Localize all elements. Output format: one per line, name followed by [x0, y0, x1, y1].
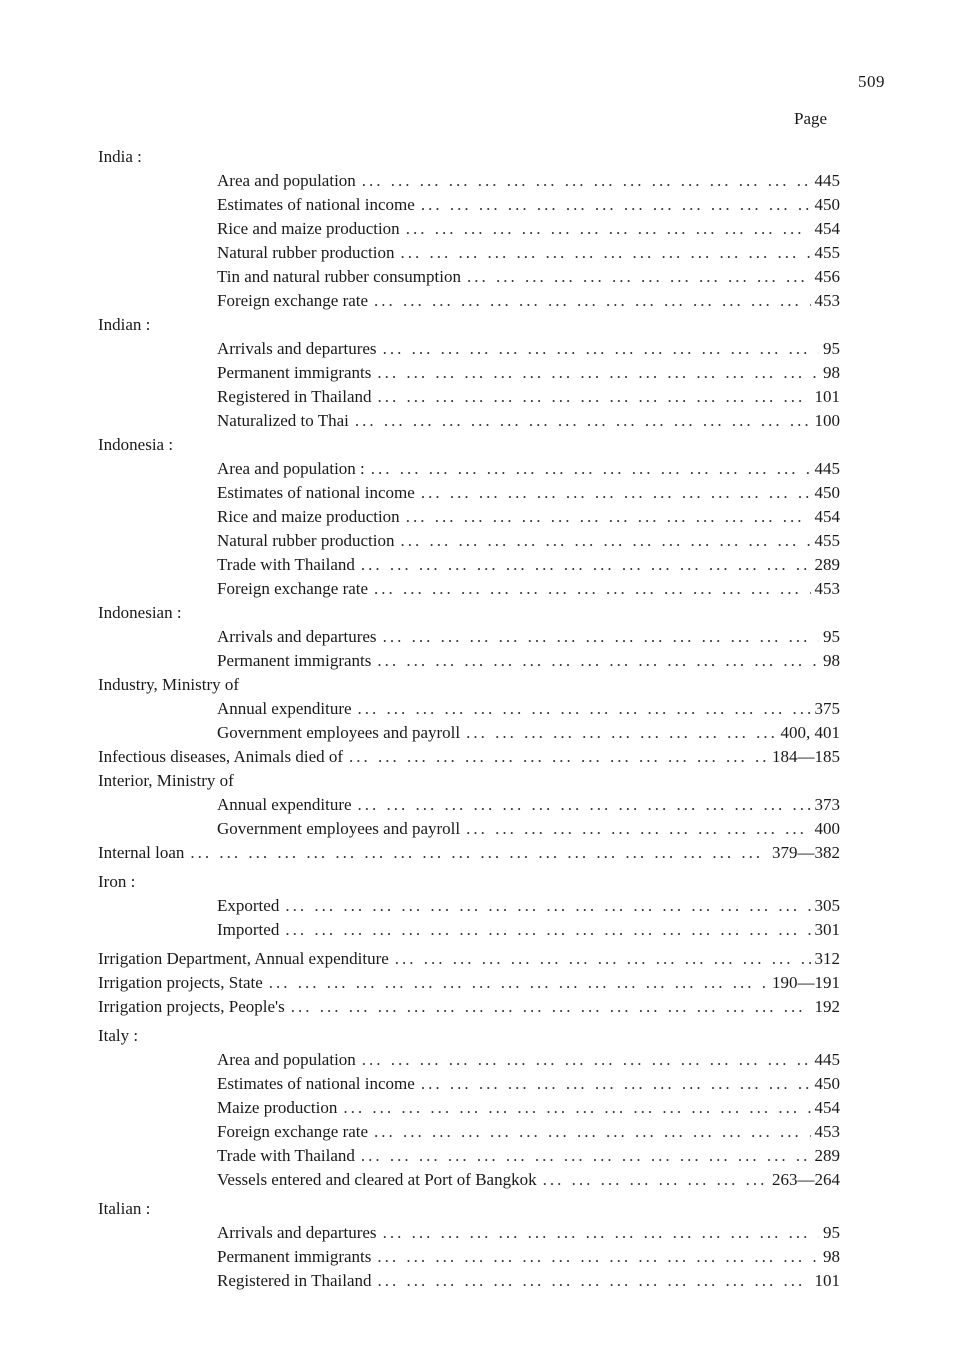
- leader-dots: [421, 1073, 811, 1095]
- entry-label: Foreign exchange rate: [217, 1122, 369, 1141]
- page-ref: 305: [814, 896, 840, 915]
- page-ref: 95: [823, 339, 840, 358]
- index-subentry: [0, 1049, 840, 1073]
- index-subentry: [0, 794, 840, 818]
- page-ref: 100: [814, 411, 840, 430]
- entry-label: Annual expenditure: [217, 795, 352, 814]
- index-subentry: [0, 362, 840, 386]
- entry-label: Estimates of national income: [217, 483, 415, 502]
- index-subentry: [0, 290, 840, 314]
- entry-heading: Internal loan: [98, 843, 185, 862]
- page-ref: 454: [814, 507, 840, 526]
- leader-dots: [406, 218, 811, 240]
- entry-label: Registered in Thailand: [217, 1271, 372, 1290]
- leader-dots: [343, 1097, 810, 1119]
- leader-dots: [361, 1145, 811, 1167]
- leader-dots: [285, 919, 810, 941]
- index-subentry: [0, 919, 840, 943]
- leader-dots: [377, 362, 819, 384]
- leader-dots: [543, 1169, 768, 1191]
- page-ref: 95: [823, 627, 840, 646]
- group-heading-row: [0, 770, 966, 794]
- entry-label: Rice and maize production: [217, 219, 400, 238]
- group-heading-row: [0, 602, 966, 626]
- index-subentry: [0, 170, 840, 194]
- leader-dots: [355, 410, 811, 432]
- page-ref: 450: [814, 483, 840, 502]
- entry-label: Rice and maize production: [217, 507, 400, 526]
- index-entry: [0, 746, 840, 770]
- entry-heading: Irrigation projects, State: [98, 973, 263, 992]
- page-ref: 456: [814, 267, 840, 286]
- leader-dots: [377, 650, 819, 672]
- page-column-header: Page: [794, 109, 828, 128]
- page-ref: 455: [814, 243, 840, 262]
- entry-label: Foreign exchange rate: [217, 579, 369, 598]
- page-ref: 454: [814, 1098, 840, 1117]
- entry-heading: Irrigation projects, People's: [98, 997, 285, 1016]
- index-subentry: [0, 895, 840, 919]
- leader-dots: [421, 482, 811, 504]
- index-subentry: [0, 1270, 840, 1294]
- page-ref: 450: [814, 1074, 840, 1093]
- page-ref: 373: [814, 795, 840, 814]
- leader-dots: [371, 458, 811, 480]
- leader-dots: [378, 1270, 811, 1292]
- leader-dots: [358, 794, 811, 816]
- entry-label: Foreign exchange rate: [217, 291, 369, 310]
- page-ref: 98: [823, 651, 840, 670]
- page-ref: 445: [814, 459, 840, 478]
- leader-dots: [467, 266, 811, 288]
- entry-label: Permanent immigrants: [217, 651, 372, 670]
- leader-dots: [383, 338, 819, 360]
- leader-dots: [401, 530, 811, 552]
- group-heading: Indian :: [98, 315, 151, 334]
- page-ref: 190—191: [772, 973, 840, 992]
- entry-label: Trade with Thailand: [217, 1146, 355, 1165]
- entry-label: Registered in Thailand: [217, 387, 372, 406]
- page-ref: 192: [814, 997, 840, 1016]
- entry-heading: Infectious diseases, Animals died of: [98, 747, 344, 766]
- entry-label: Area and population: [217, 1050, 356, 1069]
- index-entry: [0, 948, 840, 972]
- group-heading: Interior, Ministry of: [98, 771, 234, 790]
- index-subentry: [0, 1121, 840, 1145]
- leader-dots: [362, 1049, 811, 1071]
- page-ref: 445: [814, 171, 840, 190]
- leader-dots: [374, 1121, 810, 1143]
- page-ref: 453: [814, 579, 840, 598]
- index-subentry: [0, 1145, 840, 1169]
- index-subentry: [0, 1222, 840, 1246]
- page-ref: 379—382: [772, 843, 840, 862]
- leader-dots: [374, 290, 810, 312]
- group-heading-row: [0, 1198, 966, 1222]
- index-subentry: [0, 1169, 840, 1193]
- index-subentry: [0, 1097, 840, 1121]
- page-ref: 375: [814, 699, 840, 718]
- page-number: 509: [858, 72, 885, 91]
- entry-label: Government employees and payroll: [217, 723, 461, 742]
- page-ref: 400, 401: [780, 723, 840, 742]
- group-heading-row: [0, 146, 966, 170]
- page-ref: 263—264: [772, 1170, 840, 1189]
- page-ref: 289: [814, 555, 840, 574]
- page-ref: 453: [814, 1122, 840, 1141]
- entry-label: Permanent immigrants: [217, 363, 372, 382]
- index-subentry: [0, 554, 840, 578]
- entry-label: Exported: [217, 896, 280, 915]
- entry-label: Permanent immigrants: [217, 1247, 372, 1266]
- entry-label: Arrivals and departures: [217, 339, 377, 358]
- entry-label: Naturalized to Thai: [217, 411, 349, 430]
- leader-dots: [349, 746, 768, 768]
- index-subentry: [0, 818, 840, 842]
- leader-dots: [466, 818, 810, 840]
- entry-label: Natural rubber production: [217, 531, 395, 550]
- leader-dots: [383, 626, 819, 648]
- index-entry: [0, 842, 840, 866]
- leader-dots: [285, 895, 810, 917]
- index-subentry: [0, 506, 840, 530]
- group-heading: Italy :: [98, 1026, 139, 1045]
- leader-dots: [358, 698, 811, 720]
- entry-label: Arrivals and departures: [217, 1223, 377, 1242]
- index-entry: [0, 996, 840, 1020]
- leader-dots: [383, 1222, 819, 1244]
- page-ref: 454: [814, 219, 840, 238]
- page-ref: 98: [823, 1247, 840, 1266]
- leader-dots: [395, 948, 811, 970]
- entry-label: Tin and natural rubber consumption: [217, 267, 461, 286]
- page-ref: 289: [814, 1146, 840, 1165]
- page-ref: 95: [823, 1223, 840, 1242]
- entry-label: Annual expenditure: [217, 699, 352, 718]
- leader-dots: [401, 242, 811, 264]
- leader-dots: [421, 194, 811, 216]
- index-subentry: [0, 578, 840, 602]
- group-heading-row: [0, 434, 966, 458]
- entry-label: Trade with Thailand: [217, 555, 355, 574]
- page-ref: 445: [814, 1050, 840, 1069]
- page-ref: 450: [814, 195, 840, 214]
- leader-dots: [291, 996, 811, 1018]
- index-entry: [0, 972, 840, 996]
- entry-label: Government employees and payroll: [217, 819, 461, 838]
- entry-label: Estimates of national income: [217, 195, 415, 214]
- entry-label: Vessels entered and cleared at Port of Bangkok: [217, 1170, 537, 1189]
- group-heading-row: [0, 1025, 966, 1049]
- index-subentry: [0, 458, 840, 482]
- index-subentry: [0, 338, 840, 362]
- entry-label: Area and population :: [217, 459, 365, 478]
- index-subentry: [0, 410, 840, 434]
- index-subentry: [0, 626, 840, 650]
- page-ref: 98: [823, 363, 840, 382]
- leader-dots: [269, 972, 768, 994]
- page-ref: 453: [814, 291, 840, 310]
- index-subentry: [0, 266, 840, 290]
- index-subentry: [0, 1073, 840, 1097]
- page-ref: 312: [814, 949, 840, 968]
- index-subentry: [0, 698, 840, 722]
- leader-dots: [374, 578, 810, 600]
- page-ref: 455: [814, 531, 840, 550]
- leader-dots: [361, 554, 811, 576]
- index-subentry: [0, 218, 840, 242]
- group-heading: Industry, Ministry of: [98, 675, 240, 694]
- entry-label: Maize production: [217, 1098, 338, 1117]
- index-subentry: [0, 194, 840, 218]
- leader-dots: [466, 722, 776, 744]
- entry-label: Area and population: [217, 171, 356, 190]
- leader-dots: [377, 1246, 819, 1268]
- leader-dots: [406, 506, 811, 528]
- leader-dots: [362, 170, 811, 192]
- group-heading: Italian :: [98, 1199, 151, 1218]
- entry-label: Estimates of national income: [217, 1074, 415, 1093]
- entry-heading: Irrigation Department, Annual expenditure: [98, 949, 389, 968]
- index-subentry: [0, 650, 840, 674]
- group-heading: India :: [98, 147, 142, 166]
- page-ref: 101: [814, 387, 840, 406]
- group-heading-row: [0, 674, 966, 698]
- entry-label: Arrivals and departures: [217, 627, 377, 646]
- index-subentry: [0, 242, 840, 266]
- index-list: [0, 146, 966, 1294]
- entry-label: Imported: [217, 920, 280, 939]
- group-heading-row: [0, 871, 966, 895]
- group-heading: Indonesia :: [98, 435, 174, 454]
- index-subentry: [0, 386, 840, 410]
- page-ref: 400: [814, 819, 840, 838]
- index-subentry: [0, 1246, 840, 1270]
- leader-dots: [378, 386, 811, 408]
- page-ref: 184—185: [772, 747, 840, 766]
- group-heading: Iron :: [98, 872, 136, 891]
- page-ref: 101: [814, 1271, 840, 1290]
- leader-dots: [190, 842, 768, 864]
- index-subentry: [0, 722, 840, 746]
- index-subentry: [0, 530, 840, 554]
- group-heading: Indonesian :: [98, 603, 182, 622]
- page-ref: 301: [814, 920, 840, 939]
- index-subentry: [0, 482, 840, 506]
- entry-label: Natural rubber production: [217, 243, 395, 262]
- group-heading-row: [0, 314, 966, 338]
